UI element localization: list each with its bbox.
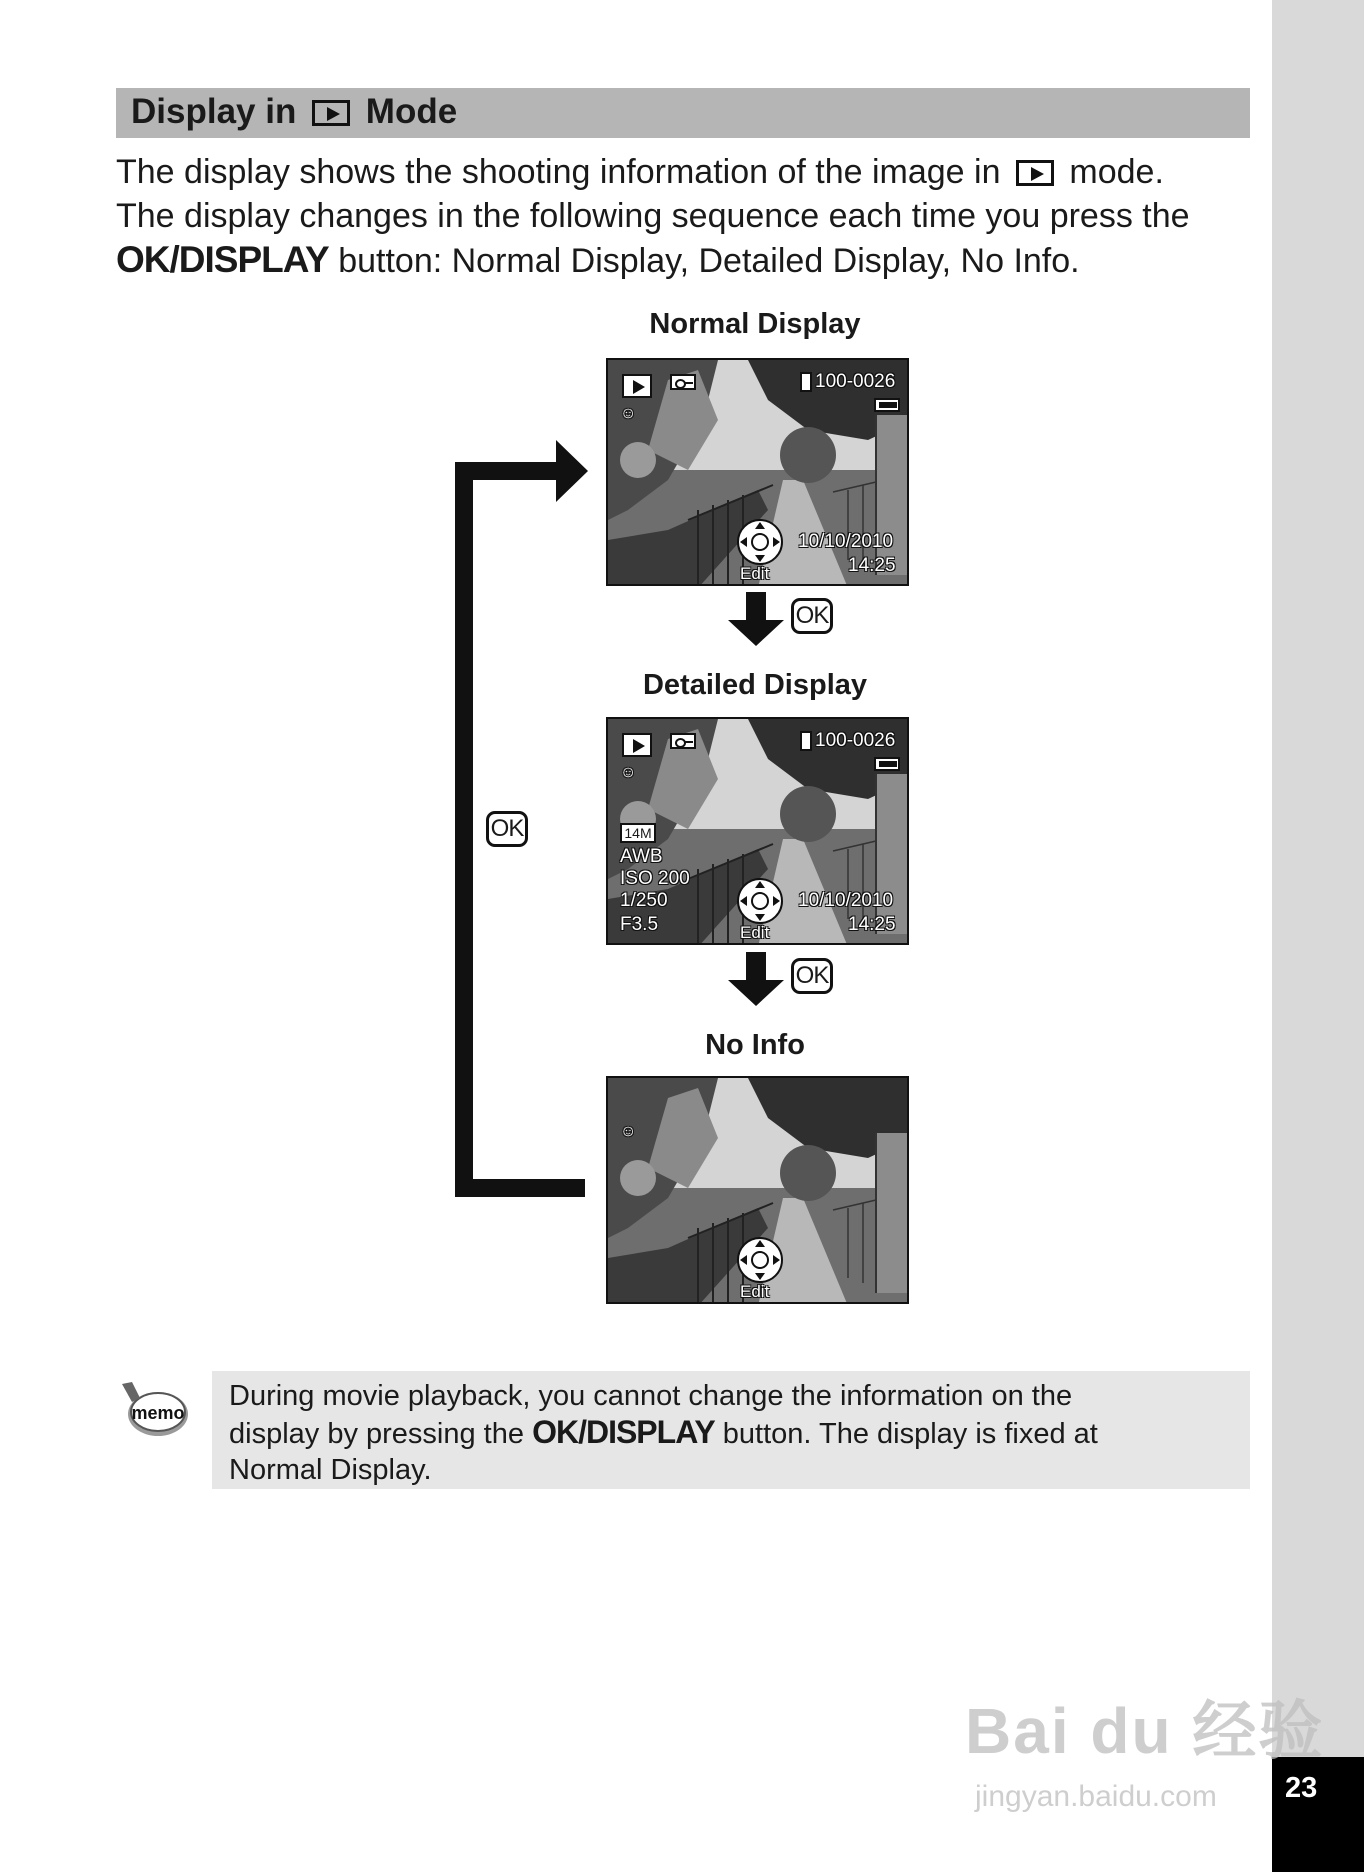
- playback-icon: [1016, 160, 1054, 186]
- caption-no-info: No Info: [705, 1029, 805, 1061]
- memo-line-2: [229, 1414, 1098, 1452]
- edit-label: Edit: [740, 564, 770, 583]
- memo-icon: [118, 1380, 190, 1442]
- memory-card-icon: [800, 372, 812, 392]
- dpad-icon: [738, 879, 782, 923]
- intro-line-1-text: The display shows the shooting information of the image in: [116, 153, 1001, 191]
- memo-line-3: Normal Display.: [229, 1454, 432, 1486]
- memo-line-1: During movie playback, you cannot change the information on the: [229, 1380, 1073, 1412]
- iso-label: ISO: [620, 868, 653, 889]
- face-detect-icon: ☺: [620, 1123, 637, 1140]
- intro-line-1-end: mode.: [1069, 153, 1164, 191]
- ok-button-icon: OK: [486, 811, 528, 847]
- loop-arrow-top: [455, 462, 560, 480]
- protect-key-icon: [670, 374, 696, 390]
- iso-value: 200: [658, 868, 690, 889]
- intro-line-3: [116, 238, 1080, 283]
- playback-icon: [622, 374, 652, 398]
- down-arrow-icon: [726, 952, 786, 1008]
- battery-icon: [874, 398, 900, 412]
- memo-line-2-end: button. The display is fixed at: [722, 1418, 1098, 1450]
- image-size-icon: 14M: [620, 823, 656, 843]
- file-number: 100-0026: [815, 730, 896, 751]
- intro-line-3-text: button: Normal Display, Detailed Display, No Info.: [338, 242, 1080, 280]
- iso: [620, 869, 690, 889]
- battery-icon: [874, 757, 900, 771]
- ok-display-button-label: OK/DISPLAY: [532, 1414, 715, 1450]
- loop-arrow-bottom: [455, 1179, 585, 1197]
- playback-icon: [622, 733, 652, 757]
- protect-key-icon: [670, 733, 696, 749]
- intro-line-2: The display changes in the following sequence each time you press the: [116, 197, 1190, 235]
- down-arrow-icon: [726, 592, 786, 648]
- section-title-after: Mode: [365, 92, 458, 131]
- photo-scene: [608, 360, 909, 586]
- loop-arrow-vertical: [455, 462, 473, 1197]
- date: 10/10/2010: [798, 890, 894, 911]
- edit-label: Edit: [740, 1282, 770, 1301]
- date: 10/10/2010: [798, 531, 894, 552]
- ok-display-button-label: OK/DISPLAY: [116, 239, 329, 280]
- time: 14:25: [848, 555, 896, 576]
- page-number: 23: [1285, 1772, 1318, 1804]
- memo-text: [229, 1378, 1098, 1488]
- memory-card-icon: [800, 731, 812, 751]
- caption-detailed-display: Detailed Display: [642, 669, 868, 701]
- ok-button-icon: OK: [791, 958, 833, 994]
- white-balance: AWB: [620, 846, 663, 867]
- memo-line-2-text: display by pressing the: [229, 1418, 524, 1450]
- photo-scene: [608, 1078, 909, 1304]
- file-number: 100-0026: [815, 371, 896, 392]
- playback-icon: [312, 100, 350, 126]
- caption-normal-display: Normal Display: [649, 308, 861, 340]
- screen-normal-display: [606, 358, 909, 586]
- face-detect-icon: ☺: [620, 764, 637, 781]
- section-title-before: Display in: [131, 92, 297, 131]
- watermark-main: Bai du 经验: [965, 1695, 1325, 1767]
- face-detect-icon: ☺: [620, 405, 637, 422]
- time: 14:25: [848, 914, 896, 935]
- screen-detailed-display: [606, 717, 909, 945]
- screen-no-info: [606, 1076, 909, 1304]
- edit-label: Edit: [740, 923, 770, 942]
- shutter-speed: 1/250: [620, 890, 668, 911]
- dpad-icon: [738, 520, 782, 564]
- side-tab: [1272, 0, 1364, 1872]
- memo-icon-label: memo: [131, 1403, 185, 1423]
- aperture: F3.5: [620, 914, 659, 935]
- right-arrowhead-icon: [556, 440, 588, 502]
- watermark-url: jingyan.baidu.com: [975, 1780, 1217, 1813]
- intro-line-1: [116, 150, 1164, 194]
- section-title: [131, 92, 457, 132]
- ok-button-icon: OK: [791, 598, 833, 634]
- dpad-icon: [738, 1238, 782, 1282]
